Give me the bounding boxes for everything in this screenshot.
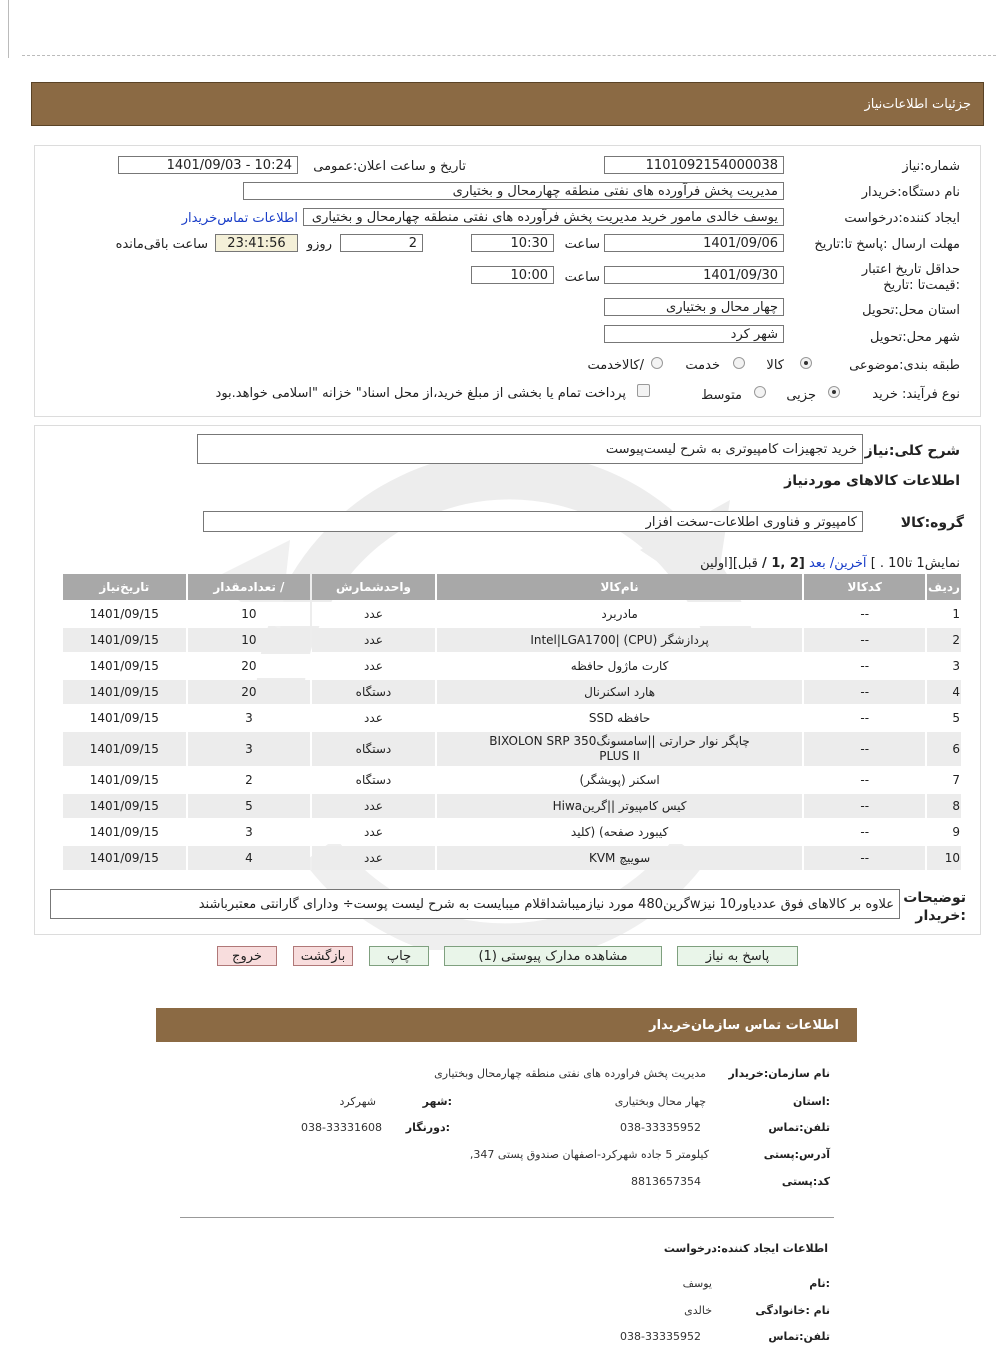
- cell-qty: 4: [188, 846, 311, 870]
- contact-fax-label: :دورنگار: [405, 1121, 450, 1134]
- reply-deadline-label: مهلت ارسال :پاسخ تا:تاریخ: [814, 237, 960, 252]
- cell-date: 1401/09/15: [63, 680, 186, 704]
- category-service-radio[interactable]: [733, 357, 745, 369]
- validity-time-field: 10:00: [471, 266, 554, 284]
- cell-name: اسکنر (پویشگر): [437, 768, 803, 792]
- contact-fax: 038-33331608: [301, 1121, 382, 1134]
- creator-label: ایجاد کننده:درخواست: [844, 211, 960, 226]
- goods-table: [61, 572, 963, 872]
- cell-code: --: [804, 602, 925, 626]
- cell-date: 1401/09/15: [63, 820, 186, 844]
- pagination-prefix: نمایش1 تا10 . ]: [870, 556, 960, 571]
- cell-code: --: [804, 794, 925, 818]
- col-name: نام‌کالا: [437, 574, 803, 600]
- reply-date-field: 1401/09/06: [604, 234, 784, 252]
- city-field: شهر کرد: [604, 325, 784, 343]
- reply-button[interactable]: پاسخ به نیاز: [677, 946, 798, 966]
- buyer-notes-field: علاوه بر کالاهای فوق عددیاور10 نیزwگرین480 مورد نیازمیباشداقلام میبایست به شرح لیست پوست÷ ودارای گارانتی معتبرباشند: [50, 889, 900, 919]
- page-header-bar: [31, 82, 984, 126]
- back-button[interactable]: بازگشت: [293, 946, 353, 966]
- table-row: [63, 820, 961, 844]
- cell-date: 1401/09/15: [63, 732, 186, 766]
- col-qty: / تعدادمقدار: [188, 574, 311, 600]
- view-attachments-button[interactable]: مشاهده مدارک پیوستی (1): [444, 946, 662, 966]
- cell-name: پردازشگر (CPU) |Intel|LGA1700: [437, 628, 803, 652]
- process-minor-label: جزیی: [786, 388, 816, 403]
- countdown-field: 23:41:56: [215, 234, 298, 252]
- table-row: [63, 768, 961, 792]
- cell-qty: 20: [188, 680, 311, 704]
- cell-unit: دستگاه: [312, 768, 435, 792]
- contact-address: کیلومتر 5 جاده شهرکرد-اصفهان صندوق پستی 347,: [469, 1148, 709, 1161]
- process-minor-radio[interactable]: [828, 386, 840, 398]
- cell-name: کارت ماژول حافظه: [437, 654, 803, 678]
- print-button[interactable]: چاپ: [369, 946, 429, 966]
- cell-name: مادربرد: [437, 602, 803, 626]
- breadcrumb: جزئیات اطلاعات‌نیاز: [864, 97, 971, 112]
- goods-info-heading: اطلاعات کالاهای موردنیاز: [784, 473, 960, 489]
- requester-name: یوسف: [682, 1277, 712, 1290]
- cell-code: --: [804, 680, 925, 704]
- cell-date: 1401/09/15: [63, 602, 186, 626]
- requester-family-label: نام :خانوادگی: [755, 1304, 830, 1317]
- province-label: استان محل:تحویل: [862, 303, 960, 318]
- validity-time-label: ساعت: [564, 270, 600, 285]
- goods-table-body: [63, 602, 961, 870]
- pagination: [700, 556, 960, 571]
- process-medium-radio[interactable]: [754, 386, 766, 398]
- cell-qty: 10: [188, 602, 311, 626]
- cell-unit: دستگاه: [312, 680, 435, 704]
- cell-code: --: [804, 628, 925, 652]
- cell-row: 10: [927, 846, 961, 870]
- cell-qty: 5: [188, 794, 311, 818]
- contact-header-bar: [156, 1008, 857, 1042]
- cell-code: --: [804, 732, 925, 766]
- cell-date: 1401/09/15: [63, 706, 186, 730]
- requester-phone: 038-33335952: [620, 1330, 701, 1343]
- cell-row: 5: [927, 706, 961, 730]
- need-number-field: 1101092154000038: [604, 156, 784, 174]
- contact-phone: 038-33335952: [620, 1121, 701, 1134]
- contact-title: اطلاعات تماس سازمان‌خریدار: [649, 1018, 839, 1033]
- cell-row: 7: [927, 768, 961, 792]
- buyer-org-label: نام دستگاه:خریدار: [861, 185, 960, 200]
- cell-unit: عدد: [312, 628, 435, 652]
- cell-unit: عدد: [312, 602, 435, 626]
- summary-title-label: شرح کلی:نیاز: [864, 443, 960, 459]
- pagination-pages: [2 ,1 /: [762, 556, 805, 571]
- category-goods-service-label: /کالاخدمت: [587, 358, 644, 373]
- category-label: طبقه بندی:موضوعی: [849, 358, 960, 373]
- cell-unit: عدد: [312, 820, 435, 844]
- city-label: شهر محل:تحویل: [870, 330, 960, 345]
- contact-postal: 8813657354: [631, 1175, 701, 1188]
- contact-org: مدیریت پخش فراورده های نفتی منطقه چهارمحال وبختیاری: [434, 1067, 706, 1080]
- buyer-notes-label: توضیحات :خریدار: [903, 890, 966, 924]
- creator-field: یوسف خالدی مامور خرید مدیریت پخش فرآورده های نفتی منطقه چهارمحال و بختیاری: [303, 208, 784, 226]
- category-goods-label: کالا: [766, 358, 784, 373]
- cell-unit: عدد: [312, 794, 435, 818]
- process-medium-label: متوسط: [701, 388, 742, 403]
- cell-date: 1401/09/15: [63, 846, 186, 870]
- cell-date: 1401/09/15: [63, 628, 186, 652]
- cell-unit: عدد: [312, 654, 435, 678]
- table-row: [63, 706, 961, 730]
- summary-title-field: خرید تجهیزات کامپیوتری به شرح لیست‌پیوست: [197, 434, 863, 464]
- validity-date-field: 1401/09/30: [604, 266, 784, 284]
- table-row: [63, 602, 961, 626]
- goods-group-field: کامپیوتر و فناوری اطلاعات-سخت افزار: [203, 511, 863, 532]
- pagination-next-link[interactable]: بعد: [808, 556, 826, 571]
- col-row: ردیف: [927, 574, 961, 600]
- requester-name-label: :نام: [809, 1277, 830, 1290]
- requester-phone-label: تلفن:تماس: [768, 1330, 830, 1343]
- category-goods-service-radio[interactable]: [651, 357, 663, 369]
- cell-qty: 3: [188, 820, 311, 844]
- cell-date: 1401/09/15: [63, 794, 186, 818]
- requester-title: اطلاعات ایجاد کننده:درخواست: [663, 1242, 828, 1255]
- cell-name: کیس کامپیوتر ||گرینHiwa: [437, 794, 803, 818]
- cell-row: 1: [927, 602, 961, 626]
- contact-org-label: نام سازمان:خریدار: [728, 1067, 830, 1080]
- cell-code: --: [804, 768, 925, 792]
- treasury-payment-checkbox[interactable]: [637, 384, 650, 397]
- cell-row: 8: [927, 794, 961, 818]
- cell-date: 1401/09/15: [63, 768, 186, 792]
- days-field: 2: [340, 234, 423, 252]
- top-divider: [22, 55, 996, 56]
- contact-phone-label: تلفن:تماس: [768, 1121, 830, 1134]
- province-field: چهار محال و بختیاری: [604, 298, 784, 316]
- goods-group-label: گروه:کالا: [900, 515, 964, 531]
- cell-code: --: [804, 846, 925, 870]
- contact-province-label: :استان: [793, 1095, 830, 1108]
- contact-divider: [180, 1217, 834, 1218]
- buyer-contact-link[interactable]: اطلاعات تماس‌خریدار: [181, 211, 298, 226]
- remaining-label: ساعت باقی‌مانده: [115, 237, 208, 252]
- table-row: [63, 846, 961, 870]
- cell-row: 4: [927, 680, 961, 704]
- table-row: [63, 654, 961, 678]
- cell-date: 1401/09/15: [63, 654, 186, 678]
- cell-unit: عدد: [312, 706, 435, 730]
- validity-label: حداقل تاریخ اعتبار :قیمت‌تا :تاریخ: [861, 262, 960, 293]
- cell-row: 6: [927, 732, 961, 766]
- cell-code: --: [804, 706, 925, 730]
- cell-qty: 2: [188, 768, 311, 792]
- contact-city-label: :شهر: [422, 1095, 452, 1108]
- contact-postal-label: کد:پستی: [781, 1175, 830, 1188]
- pagination-prev-first: قبل][اولین: [700, 556, 758, 571]
- cell-name: حافظه SSD: [437, 706, 803, 730]
- cell-name: سوییچ KVM: [437, 846, 803, 870]
- contact-city: شهرکرد: [339, 1095, 376, 1108]
- pagination-last-link[interactable]: آخرین/: [829, 556, 867, 571]
- cell-row: 9: [927, 820, 961, 844]
- cell-qty: 3: [188, 732, 311, 766]
- exit-button[interactable]: خروج: [217, 946, 277, 966]
- page-edge-line: [8, 0, 9, 58]
- cell-name: کیبورد صفحه) (کلید: [437, 820, 803, 844]
- payment-note: پرداخت تمام یا بخشی از مبلغ خرید،از محل اسناد" خزانه "اسلامی خواهد.بود: [215, 386, 626, 401]
- cell-qty: 3: [188, 706, 311, 730]
- buyer-org-field: مدیریت پخش فرآورده های نفتی منطقه چهارمحال و بختیاری: [243, 182, 784, 200]
- col-unit: واحدشمارش: [312, 574, 435, 600]
- contact-province: چهار محال وبختیاری: [614, 1095, 706, 1108]
- col-code: کدکالا: [804, 574, 925, 600]
- cell-qty: 10: [188, 628, 311, 652]
- need-number-label: شماره:نیاز: [902, 159, 960, 174]
- table-row: [63, 732, 961, 766]
- cell-row: 2: [927, 628, 961, 652]
- cell-name: هارد اسکنرنال: [437, 680, 803, 704]
- requester-family: خالدی: [684, 1304, 712, 1317]
- contact-address-label: آدرس:پستی: [763, 1148, 830, 1161]
- cell-code: --: [804, 654, 925, 678]
- table-row: [63, 628, 961, 652]
- col-date: تاریخ‌نیاز: [63, 574, 186, 600]
- table-row: [63, 680, 961, 704]
- cell-unit: دستگاه: [312, 732, 435, 766]
- announce-field: 1401/09/03 - 10:24: [118, 156, 298, 174]
- cell-name: چاپگر نوار حرارتی ||سامسونگBIXOLON SRP 350 PLUS II: [437, 732, 803, 766]
- cell-unit: عدد: [312, 846, 435, 870]
- cell-code: --: [804, 820, 925, 844]
- cell-qty: 20: [188, 654, 311, 678]
- table-row: [63, 794, 961, 818]
- cell-row: 3: [927, 654, 961, 678]
- reply-time-label: ساعت: [564, 237, 600, 252]
- days-label: روزو: [306, 237, 332, 252]
- category-service-label: خدمت: [685, 358, 720, 373]
- reply-time-field: 10:30: [471, 234, 554, 252]
- goods-table-header: [63, 574, 961, 600]
- announce-label: تاریخ و ساعت اعلان:عمومی: [313, 159, 466, 174]
- category-goods-radio[interactable]: [800, 357, 812, 369]
- process-label: نوع فرآیند: خرید: [872, 387, 960, 402]
